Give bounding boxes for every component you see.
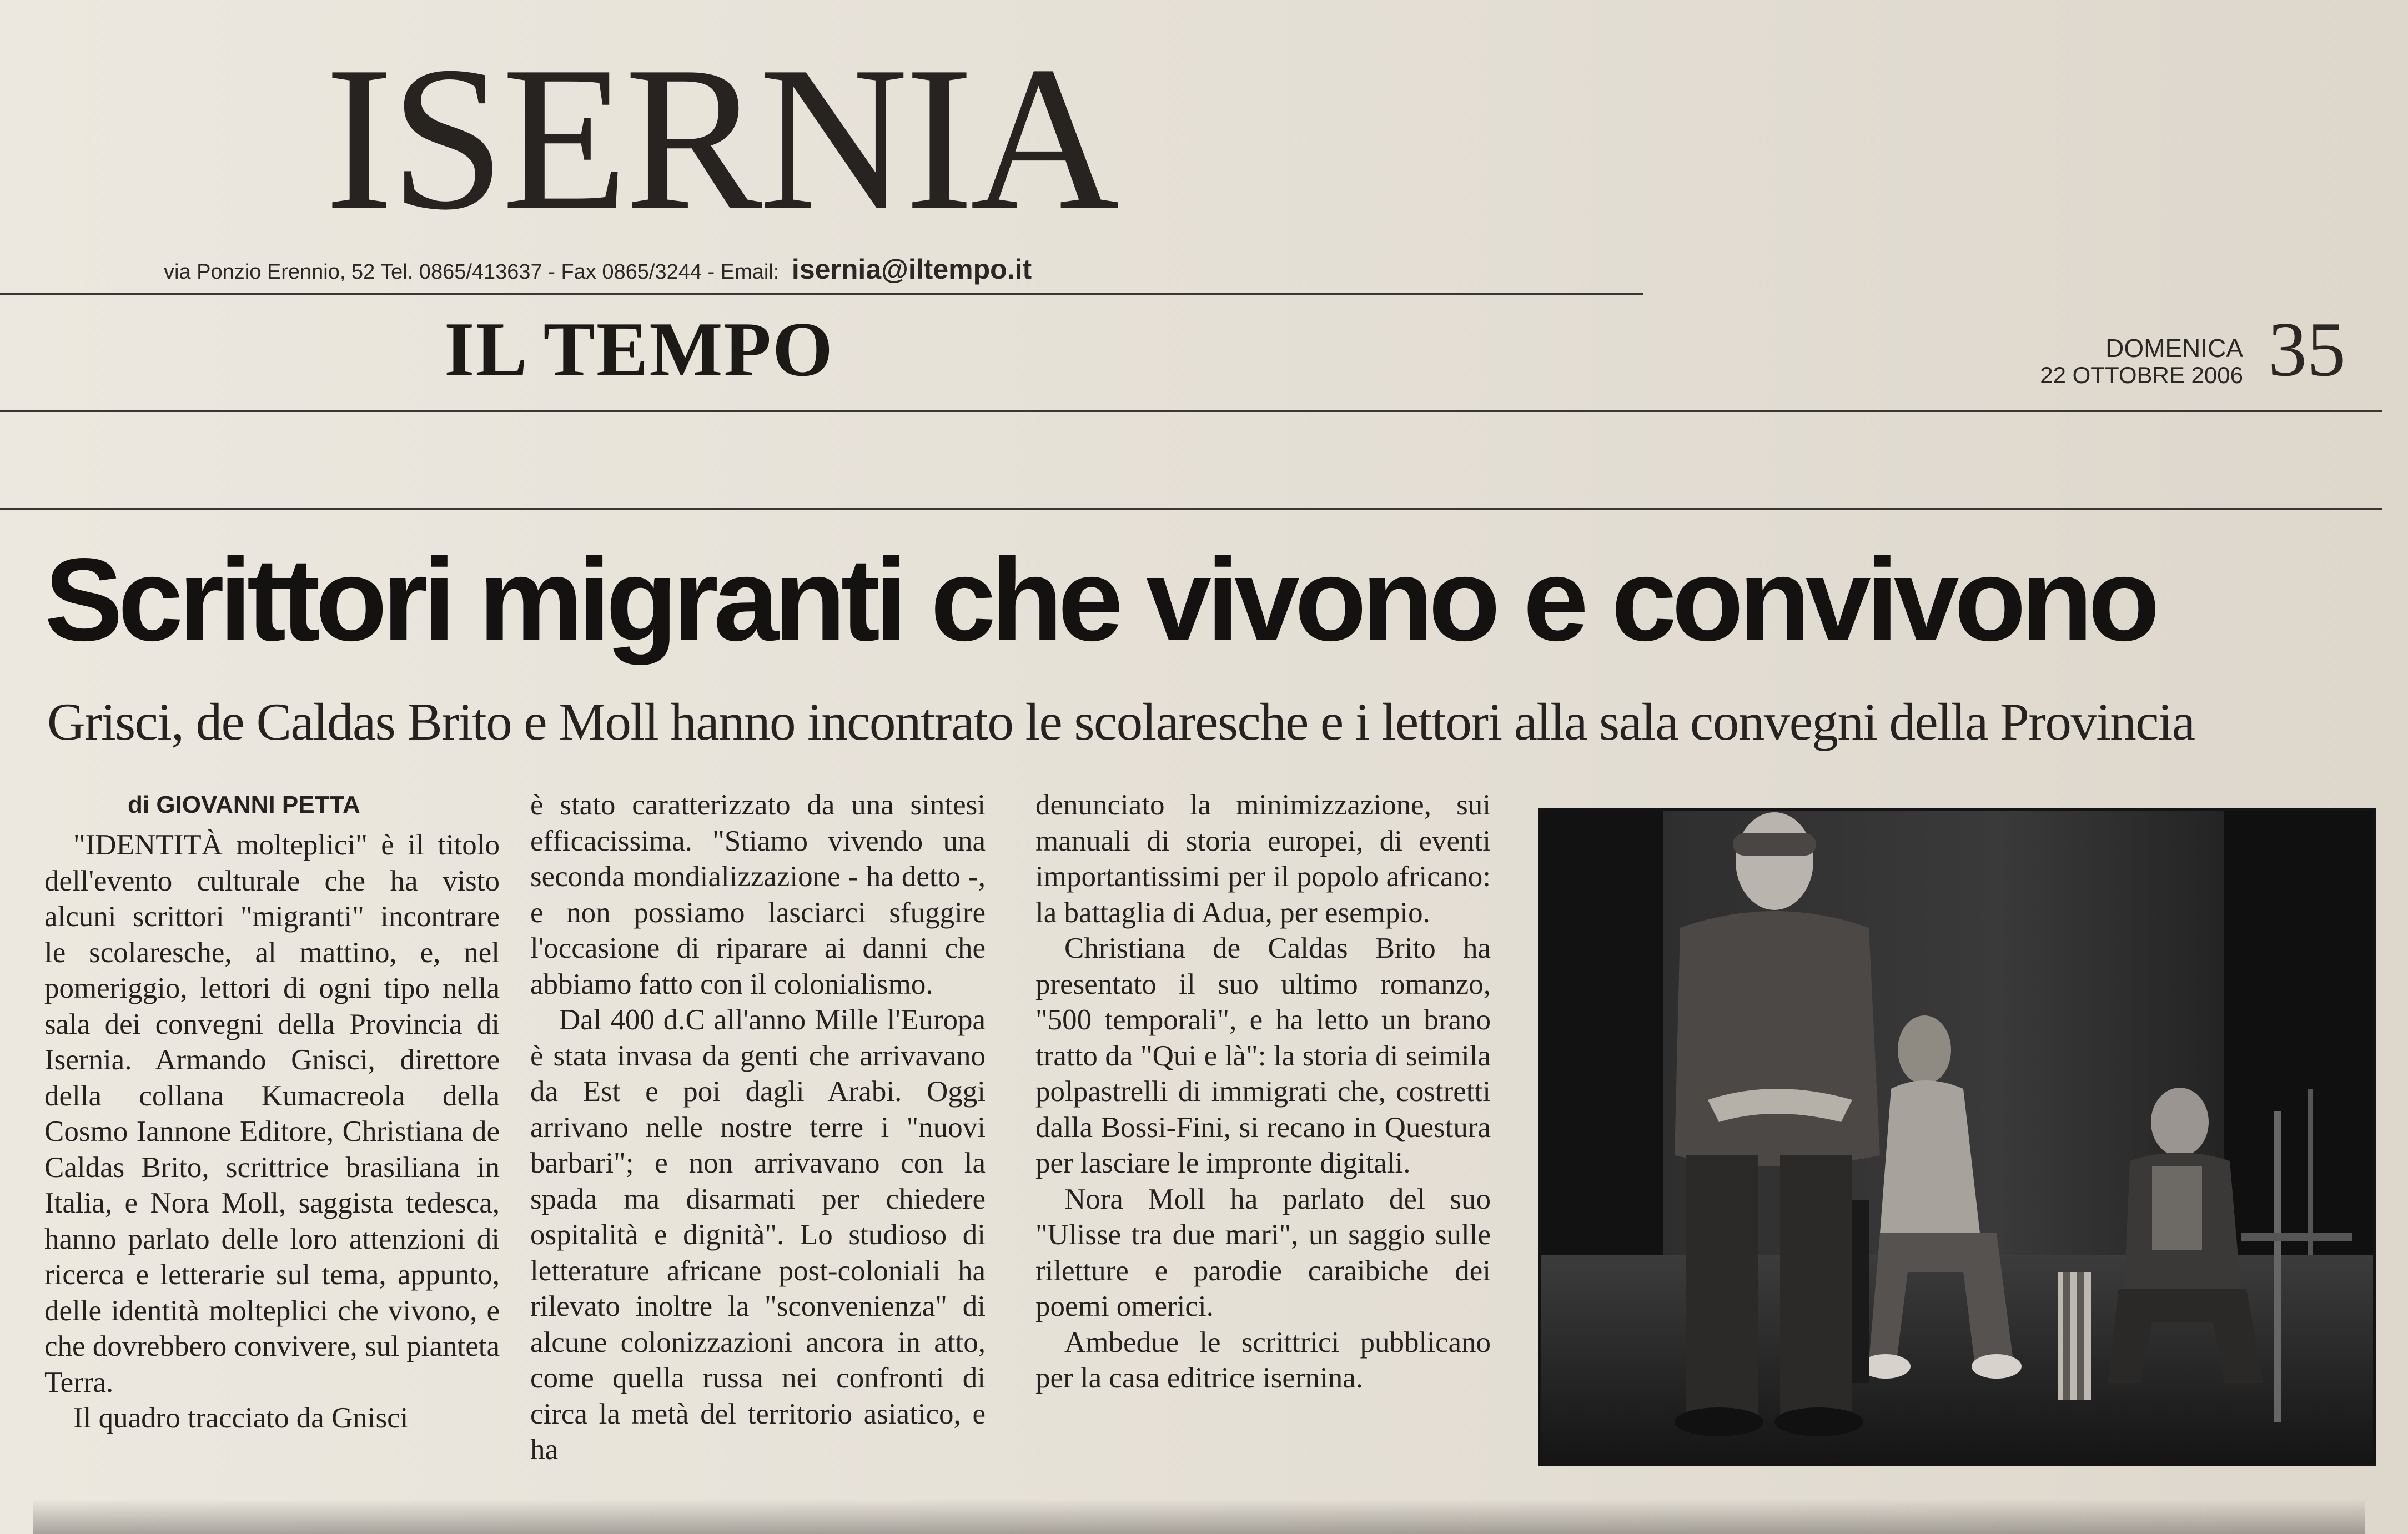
text-column-3 bbox=[1035, 787, 1491, 1476]
paragraph: Ambedue le scrittrici pubblicano per la casa editrice isernina. bbox=[1035, 1326, 1491, 1394]
next-article-bleed bbox=[33, 1499, 2365, 1534]
paragraph: è stato caratterizzato da una sintesi efficacissima. "Stiamo vivendo una seconda mondializzazione - ha detto -, e non possiamo lasciarci sfuggire l'occasione di riparare ai danni che abbiamo fatto con il colonialismo. bbox=[530, 789, 986, 1000]
article-subheadline: Grisci, de Caldas Brito e Moll hanno incontrato le scolaresche e i lettori alla sala convegni della Provincia bbox=[47, 692, 2195, 751]
paragraph: Dal 400 d.C all'anno Mille l'Europa è stata invasa da genti che arrivavano da Est e poi dagli Arabi. Oggi arrivano nelle nostre terre i "nuovi barbari"; e non arrivavano con la spada ma disarmati per chiedere ospitalità e dignità". Lo studioso di letterature africane post-coloniali ha rilevato inoltre la "sconvenienza" di alcune colonizzazioni ancora in atto, come quella russa nei confronti di circa la metà del territorio asiatico, e ha bbox=[530, 1004, 986, 1466]
issue-date: 22 OTTOBRE 2006 bbox=[2040, 362, 2243, 388]
event-photo-illustration bbox=[1541, 811, 2373, 1462]
contact-email: isernia@iltempo.it bbox=[791, 254, 1032, 285]
text-column-2 bbox=[530, 787, 986, 1476]
masthead-rule bbox=[0, 293, 1643, 295]
event-photo bbox=[1538, 808, 2376, 1466]
text-column-1 bbox=[44, 827, 500, 1477]
article-headline: Scrittori migranti che vivono e convivono bbox=[44, 534, 2155, 665]
header-rule bbox=[0, 410, 2382, 412]
newspaper-name: IL TEMPO bbox=[444, 306, 834, 393]
article-top-rule bbox=[0, 508, 2382, 510]
issue-day: DOMENICA bbox=[2105, 334, 2243, 363]
section-title: ISERNIA bbox=[325, 24, 1117, 253]
article-byline: di GIOVANNI PETTA bbox=[128, 791, 360, 818]
page-number: 35 bbox=[2268, 306, 2346, 393]
contact-line bbox=[164, 253, 1441, 286]
paragraph: Nora Moll ha parlato del suo "Ulisse tra due mari", un saggio sulle riletture e parodie caraibiche dei poemi omerici. bbox=[1035, 1183, 1491, 1322]
contact-address: via Ponzio Erennio, 52 Tel. 0865/413637 - Fax 0865/3244 - Email: bbox=[164, 260, 780, 284]
paragraph: "IDENTITÀ molteplici" è il titolo dell'evento culturale che ha visto alcuni scrittori "migranti" incontrare le scolaresche, al mattino, e, nel pomeriggio, lettori di ogni tipo nella sala dei convegni della Provincia di Isernia. Armando Gnisci, direttore della collana Kumacreola della Cosmo Iannone Editore, Christiana de Caldas Brito, scrittrice brasiliana in Italia, e Nora Moll, saggista tedesca, hanno parlato delle loro attenzioni di ricerca e letterarie sul tema, appunto, delle identità molteplici che vivono, e che dovrebbero convivere, sul pianteta Terra. bbox=[44, 829, 500, 1399]
paragraph: denunciato la minimizzazione, sui manuali di storia europei, di eventi importantissimi per il popolo africano: la battaglia di Adua, per esempio. bbox=[1035, 789, 1491, 929]
paragraph: Il quadro tracciato da Gnisci bbox=[73, 1402, 409, 1434]
paragraph: Christiana de Caldas Brito ha presentato il suo ultimo romanzo, "500 temporali", e ha letto un brano tratto da "Qui e là": la storia di seimila polpastrelli di immigrati che, costretti dalla Bossi-Fini, si recano in Questura per lasciare le impronte digitali. bbox=[1035, 932, 1491, 1179]
